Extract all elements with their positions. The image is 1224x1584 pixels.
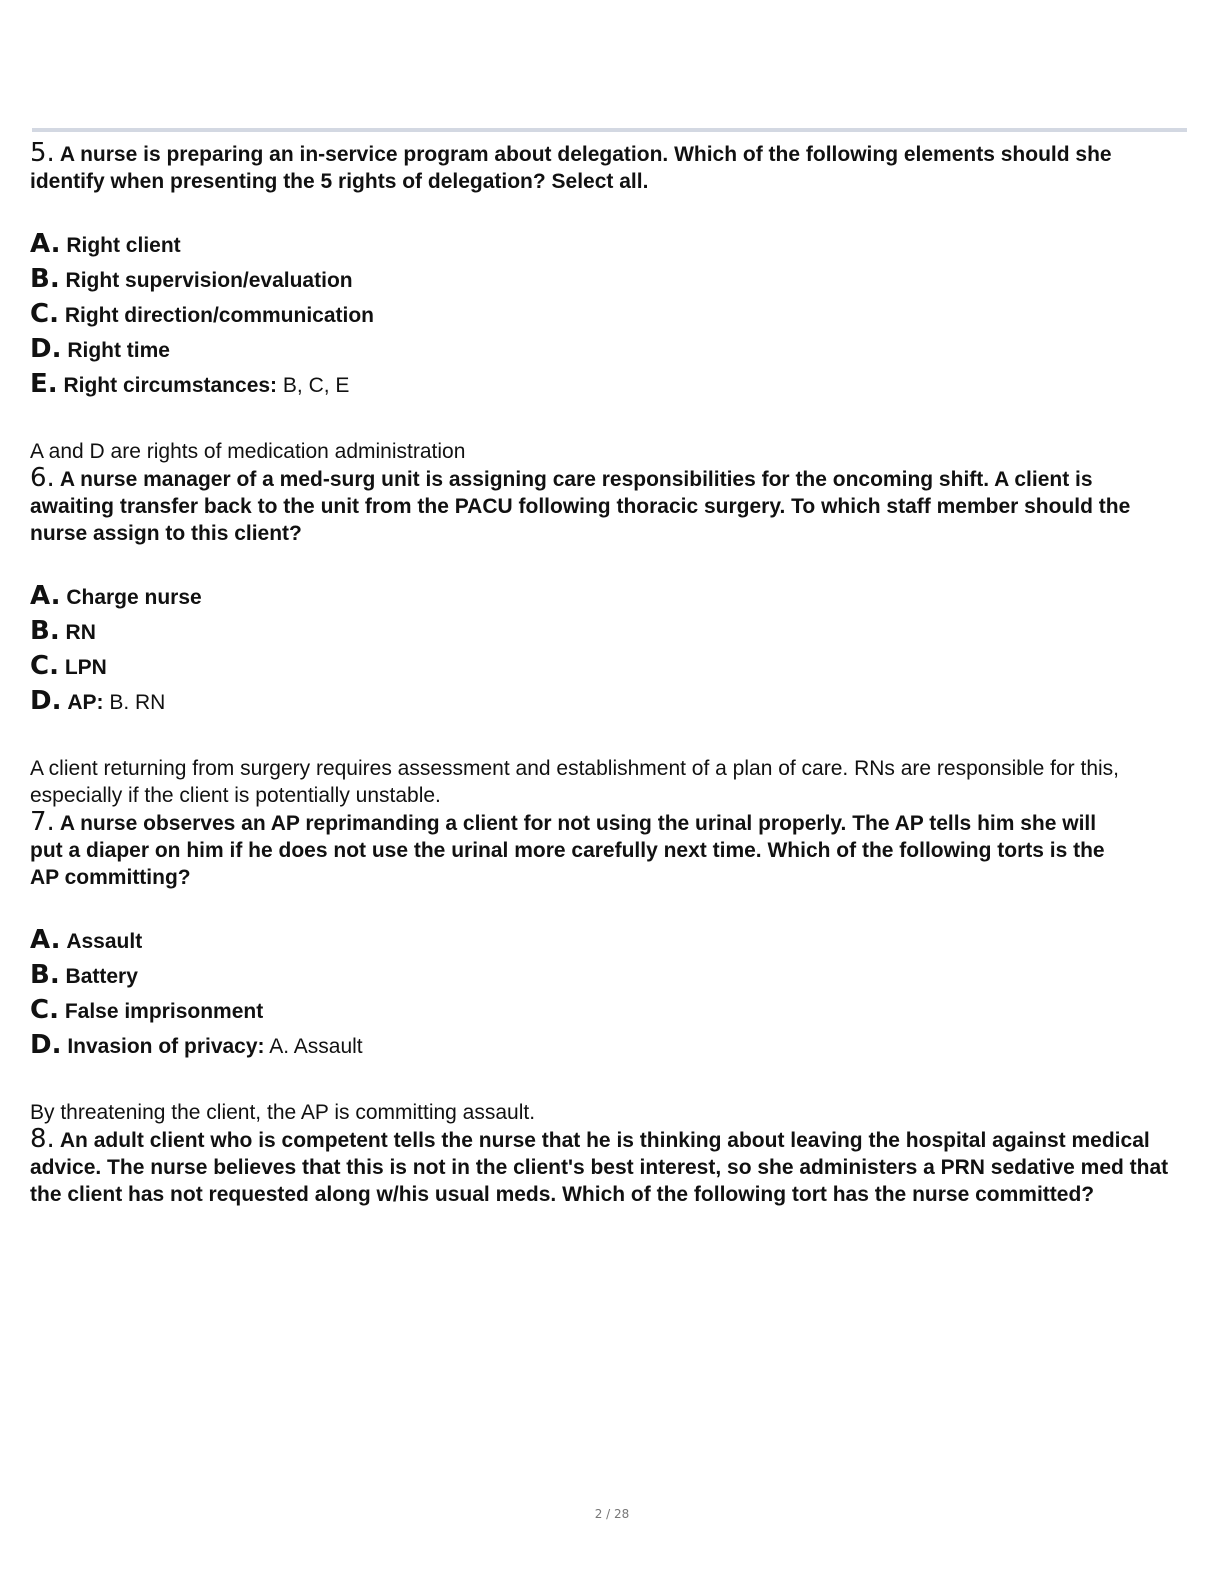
correct-answer: A. Assault — [269, 1035, 363, 1058]
question-number: 5. — [30, 138, 55, 168]
option-text: Assault — [66, 930, 143, 953]
question-stem — [30, 809, 1130, 891]
option-letter: C. — [30, 995, 59, 1025]
rationale-text: By threatening the client, the AP is committing assault. — [30, 1101, 536, 1124]
question-stem — [30, 1126, 1170, 1208]
option-letter: D. — [30, 1030, 62, 1060]
option-letter: B. — [30, 960, 60, 990]
page-indicator: 2 / 28 — [594, 1507, 630, 1521]
question-text: An adult client who is competent tells the nurse that he is thinking about leaving the hospital against medical advice. The nurse believes that this is not in the client's best interest, so she administers a PRN sedative med that the client has not requested along w/his usual meds. Which of the following tort has the nurse committed? — [30, 1129, 1169, 1206]
option-b — [30, 262, 1190, 297]
option-text: Right direction/communication — [64, 304, 374, 327]
answer-options — [30, 923, 1190, 1063]
option-letter: C. — [30, 651, 59, 681]
option-text: LPN — [64, 656, 107, 679]
option-d — [30, 684, 1190, 719]
option-letter: A. — [30, 581, 61, 611]
option-letter: E. — [30, 369, 58, 399]
option-text: RN — [65, 621, 96, 644]
option-text: Right supervision/evaluation — [65, 269, 353, 292]
document-body — [30, 140, 1190, 1208]
question-stem — [30, 140, 1130, 195]
option-c — [30, 993, 1190, 1028]
option-letter: D. — [30, 686, 62, 716]
question-stem — [30, 465, 1155, 547]
option-c — [30, 297, 1190, 332]
answer-options — [30, 227, 1190, 402]
rationale-text: A and D are rights of medication administration — [30, 440, 466, 463]
question-text: A nurse is preparing an in-service program about delegation. Which of the following elements should she identify when presenting the 5 rights of delegation? Select all. — [30, 143, 1112, 193]
option-letter: D. — [30, 334, 62, 364]
question-block — [30, 1126, 1190, 1208]
option-letter: A. — [30, 925, 61, 955]
rationale-text: A client returning from surgery requires assessment and establishment of a plan of care. RNs are responsible for this, especially if the client is potentially unstable. — [30, 757, 1120, 807]
option-a — [30, 923, 1190, 958]
option-text: Battery — [65, 965, 138, 988]
option-text: Right time — [67, 339, 170, 362]
option-letter: B. — [30, 616, 60, 646]
option-b — [30, 958, 1190, 993]
option-b — [30, 614, 1190, 649]
option-d — [30, 332, 1190, 367]
option-a — [30, 227, 1190, 262]
question-block — [30, 465, 1190, 809]
question-number: 6. — [30, 463, 55, 493]
question-number: 7. — [30, 807, 55, 837]
answer-options — [30, 579, 1190, 719]
option-text: AP: — [67, 691, 104, 714]
option-text: False imprisonment — [64, 1000, 264, 1023]
question-number: 8. — [30, 1124, 55, 1154]
option-text: Right client — [66, 234, 181, 257]
option-e — [30, 367, 1190, 402]
option-letter: C. — [30, 299, 59, 329]
question-text: A nurse manager of a med-surg unit is assigning care responsibilities for the oncoming shift. A client is awaiting transfer back to the unit from the PACU following thoracic surgery. To which staff member should the nurse assign to this client? — [30, 468, 1131, 545]
question-block — [30, 809, 1190, 1126]
option-text: Right circumstances: — [63, 374, 278, 397]
option-text: Charge nurse — [66, 586, 202, 609]
option-a — [30, 579, 1190, 614]
option-d — [30, 1028, 1190, 1063]
option-letter: A. — [30, 229, 61, 259]
correct-answer: B. RN — [109, 691, 166, 714]
correct-answer: B, C, E — [282, 374, 350, 397]
question-block — [30, 140, 1190, 465]
option-letter: B. — [30, 264, 60, 294]
option-c — [30, 649, 1190, 684]
option-text: Invasion of privacy: — [67, 1035, 265, 1058]
question-text: A nurse observes an AP reprimanding a client for not using the urinal properly. The AP tells him she will put a diaper on him if he does not use the urinal more carefully next time. Which of the following torts is the AP committing? — [30, 812, 1105, 889]
header-divider — [32, 128, 1187, 132]
